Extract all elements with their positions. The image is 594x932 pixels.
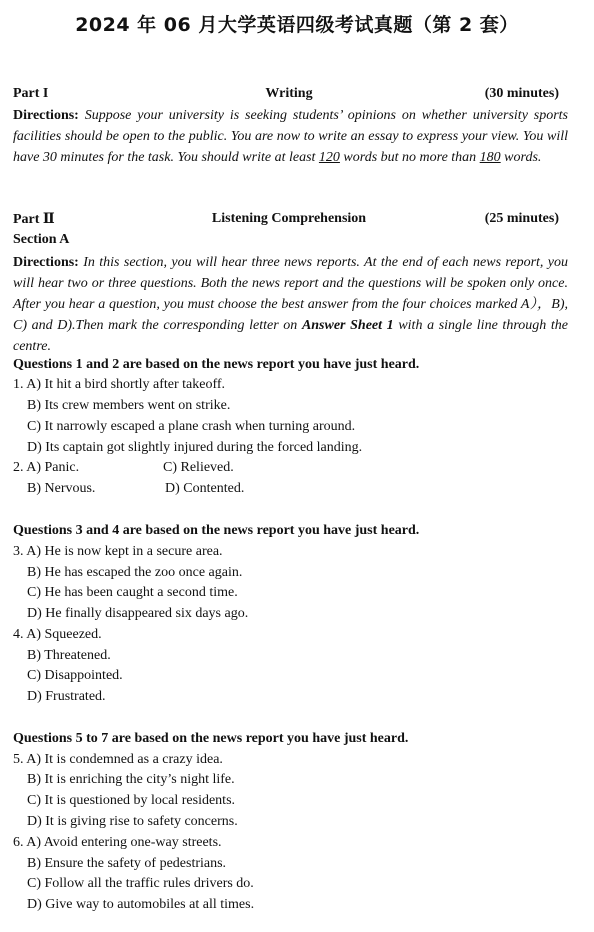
q2-option-d: D) Contented.	[165, 481, 245, 496]
part2-header	[13, 211, 565, 231]
q3-option-a: 3. A) He is now kept in a secure area.	[13, 544, 223, 559]
q1-option-c: C) It narrowly escaped a plane crash when turning around.	[27, 419, 356, 434]
part1-directions-text-c: words.	[500, 150, 542, 165]
q1-option-a: 1. A) It hit a bird shortly after takeoff.	[13, 377, 226, 392]
part1-directions-label: Directions:	[13, 108, 79, 123]
q4-option-d: D) Frustrated.	[27, 689, 106, 704]
q2-option-b: B) Nervous.	[27, 481, 96, 496]
part2-label: Part Ⅱ	[13, 212, 55, 227]
part2-time: (25 minutes)	[484, 211, 559, 226]
part1-header	[13, 86, 565, 106]
q4-option-c: C) Disappointed.	[27, 668, 123, 683]
group3-header: Questions 5 to 7 are based on the news report you have just heard.	[13, 731, 409, 746]
group2-header: Questions 3 and 4 are based on the news report you have just heard.	[13, 523, 420, 538]
group1-header: Questions 1 and 2 are based on the news report you have just heard.	[13, 357, 420, 372]
q3-option-b: B) He has escaped the zoo once again.	[27, 565, 243, 580]
q6-option-c: C) Follow all the traffic rules drivers do.	[27, 876, 254, 891]
q2-option-a: 2. A) Panic.	[13, 460, 80, 475]
page-title: 2024 年 06 月大学英语四级考试真题（第 2 套）	[75, 14, 519, 36]
q1-option-b: B) Its crew members went on strike.	[27, 398, 231, 413]
part1-directions	[13, 105, 568, 168]
q4-option-b: B) Threatened.	[27, 648, 111, 663]
q6-option-d: D) Give way to automobiles at all times.	[27, 897, 255, 912]
part2-directions-label: Directions:	[13, 255, 79, 270]
part1-name: Writing	[265, 86, 313, 101]
q1-option-d: D) Its captain got slightly injured during the forced landing.	[27, 440, 363, 455]
q5-option-d: D) It is giving rise to safety concerns.	[27, 814, 238, 829]
part2-name: Listening Comprehension	[211, 211, 367, 226]
q3-option-d: D) He finally disappeared six days ago.	[27, 606, 249, 621]
part1-directions-text-b: words but no more than	[339, 150, 480, 165]
part1-directions-text-a: Suppose your university is seeking students’ opinions on whether university sports facilities should be open to the public. You are now to write an essay to express your view. You will have 30 minutes for the task. You should write at least	[13, 108, 569, 165]
answer-sheet-label: Answer Sheet 1	[301, 318, 394, 333]
part1-time: (30 minutes)	[484, 86, 559, 101]
q3-option-c: C) He has been caught a second time.	[27, 585, 238, 600]
part2-directions	[13, 252, 568, 357]
q6-option-b: B) Ensure the safety of pedestrians.	[27, 856, 227, 871]
q4-option-a: 4. A) Squeezed.	[13, 627, 102, 642]
part2-directions-text-b: with a single line through the centre.	[13, 318, 568, 354]
max-words: 180	[479, 150, 501, 165]
section-a-heading: Section A	[13, 232, 70, 247]
q6-option-a: 6. A) Avoid entering one-way streets.	[13, 835, 222, 850]
q5-option-b: B) It is enriching the city’s night life.	[27, 772, 235, 787]
q2-option-c: C) Relieved.	[163, 460, 234, 475]
part2-directions-text-a: In this section, you will hear three news reports. At the end of each news report, you will hear two or three questions. Both the news report and the questions will be spoken only once. After you hear a question, you must choose the best answer from the four choices marked A），B), C) and D).Then mark the corresponding letter on	[13, 255, 569, 333]
min-words: 120	[318, 150, 340, 165]
q5-option-a: 5. A) It is condemned as a crazy idea.	[13, 752, 223, 767]
q5-option-c: C) It is questioned by local residents.	[27, 793, 236, 808]
part1-label: Part I	[13, 86, 49, 101]
